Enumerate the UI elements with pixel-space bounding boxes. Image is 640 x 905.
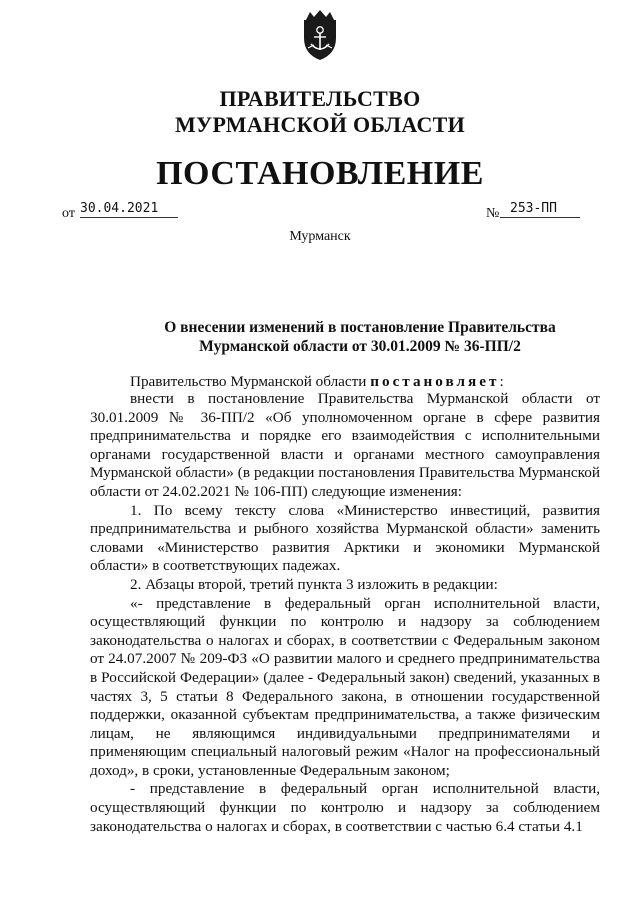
intro-lead: Правительство Мурманской области [130, 373, 371, 390]
quote-paragraph-1: «- представление в федеральный орган исполнительной власти, осуществляющий функции по контролю и надзору за соблюдением законодательства о налогах и сборах, в соответствии с Федеральным законом от 24.07.2007 № 209-ФЗ «О развитии малого и среднего предпринимательства в Российской Федерации» (далее - Федеральный закон) сведений, указанных в частях 3, 5 статьи 8 Федерального закона, в отношении государственной поддержки, оказанной субъектам предпринимательства, а также физическим лицам, не являющимся индивидуальными предпринимателями и применяющим специальный налоговый режим «Налог на профессиональный доход», в сроки, установленные Федеральным законом; [90, 594, 600, 779]
date-prefix: от [62, 206, 75, 221]
number-prefix: № [486, 206, 500, 221]
item-1-paragraph: 1. По всему тексту слова «Министерство инвестиций, развития предпринимательства и рыбного хозяйства Мурманской области» заменить словами «Министерство развития Арктики и экономики Мурманской области» в соответствующих падежах. [90, 501, 600, 575]
main-paragraph: внести в постановление Правительства Мурманской области от 30.01.2009 № 36-ПП/2 «Об уполномоченном органе в сфере развития предпринимательства и порядке его взаимодействия с исполнительными органами государственной власти и органами местного самоуправления Мурманской области» (в редакции постановления Правительства Мурманской области от 24.02.2021 № 106-ПП) следующие изменения: [90, 390, 600, 500]
document-number: 253-ПП [500, 201, 580, 218]
document-type-title: ПОСТАНОВЛЕНИЕ [156, 155, 484, 192]
body-text [90, 390, 600, 836]
intro-end: : [499, 373, 504, 390]
city-name: Мурманск [289, 229, 351, 244]
government-name-line1: ПРАВИТЕЛЬСТВО [219, 86, 421, 111]
intro-paragraph [90, 373, 600, 392]
coat-of-arms-icon [296, 8, 344, 62]
document-date: 30.04.2021 [80, 201, 178, 218]
document-subject: О внесении изменений в постановление Правительства Мурманской области от 30.01.2009 № 36-ПП/2 [164, 319, 556, 355]
resolution-keyword: постановляет [370, 373, 500, 390]
item-2-paragraph: 2. Абзацы второй, третий пункта 3 изложить в редакции: [130, 575, 498, 593]
government-name-line2: МУРМАНСКОЙ ОБЛАСТИ [174, 112, 466, 137]
quote-paragraph-2: - представление в федеральный орган исполнительной власти, осуществляющий функции по контролю и надзору за соблюдением законодательства о налогах и сборах, в соответствии с частью 6.4 статьи 4.1 [90, 780, 600, 835]
